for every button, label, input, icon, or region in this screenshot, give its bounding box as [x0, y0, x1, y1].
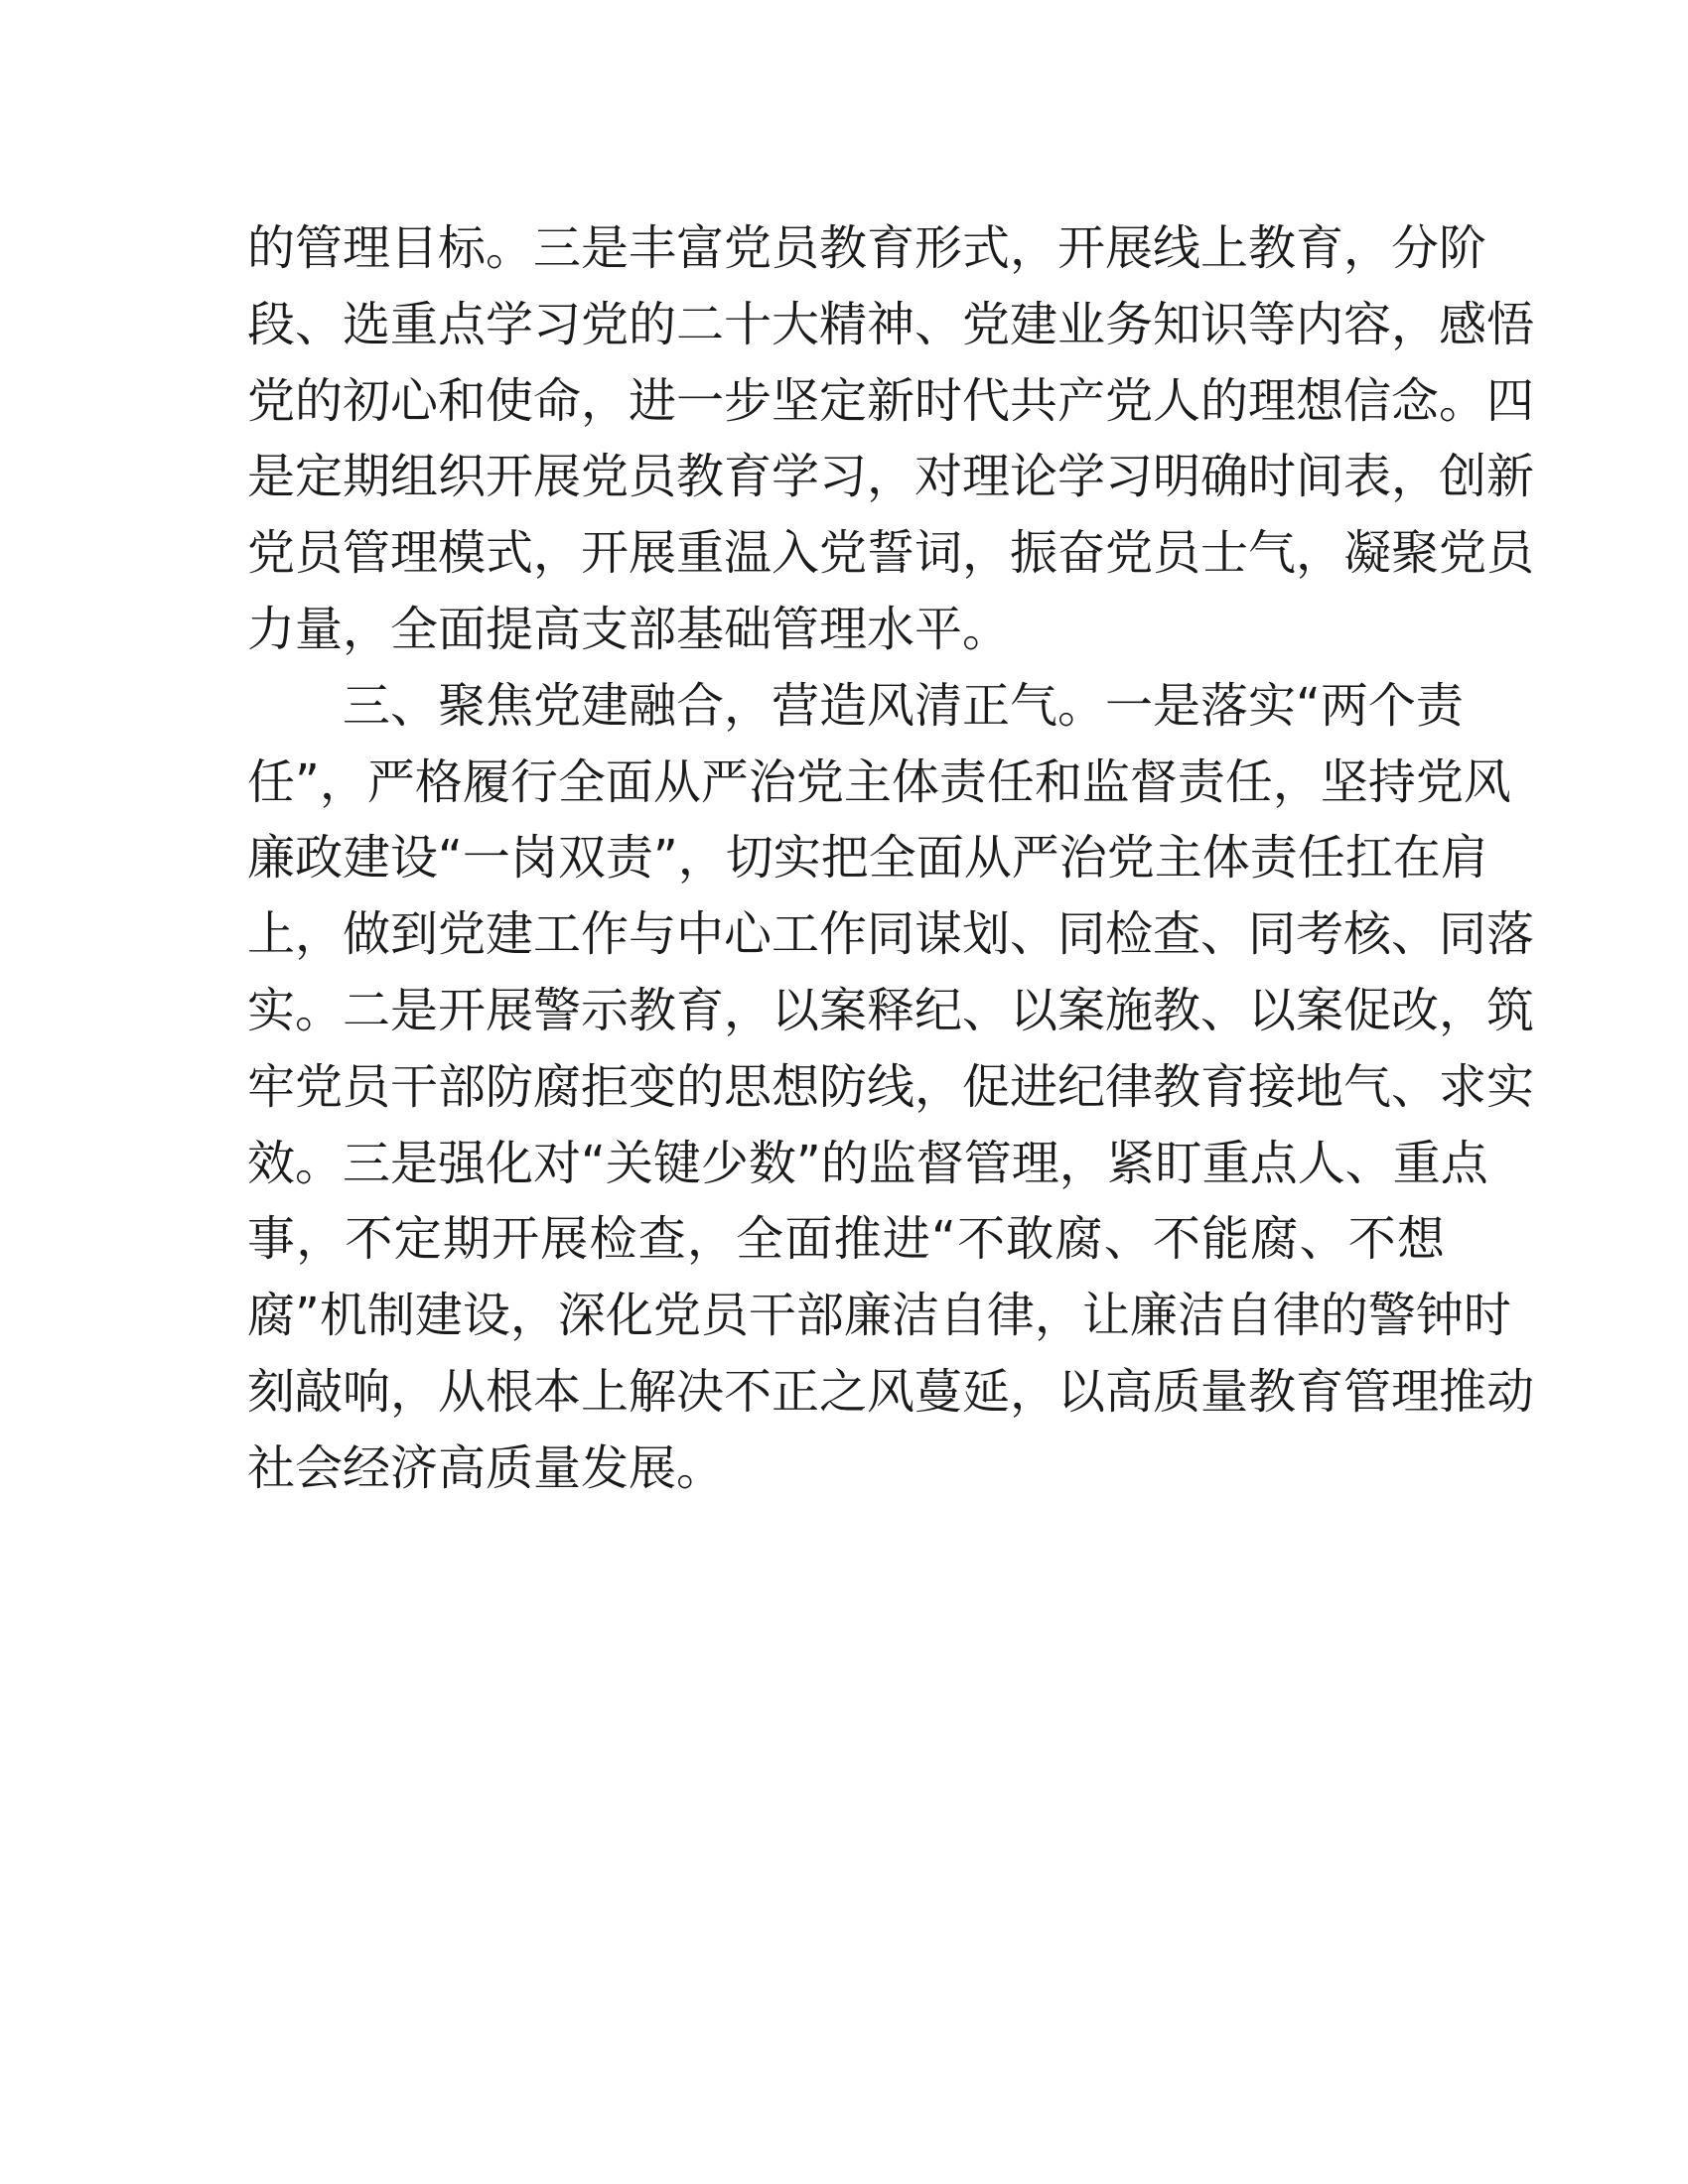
text-line: 的管理目标。三是丰富党员教育形式，开展线上教育，分阶 — [247, 220, 1487, 276]
text-line: 牢党员干部防腐拒变的思想防线，促进纪律教育接地气、求实 — [247, 1058, 1535, 1115]
text-line: 是定期组织开展党员教育学习，对理论学习明确时间表，创新 — [247, 449, 1535, 505]
text-line: 任”，严格履行全面从严治党主体责任和监督责任，坚持党风 — [247, 753, 1511, 810]
text-line: 事，不定期开展检查，全面推进“不敢腐、不能腐、不想 — [247, 1211, 1445, 1268]
text-line: 党的初心和使命，进一步坚定新时代共产党人的理想信念。四 — [247, 372, 1535, 429]
text-line: 党员管理模式，开展重温入党誓词，振奋党员士气，凝聚党员 — [247, 525, 1535, 582]
text-line: 廉政建设“一岗双责”，切实把全面从严治党主体责任扛在肩 — [247, 830, 1488, 887]
text-line: 实。二是开展警示教育，以案释纪、以案施教、以案促改，筑 — [247, 982, 1535, 1038]
paragraph-2 — [247, 668, 1535, 1507]
text-line: 刻敲响，从根本上解决不正之风蔓延，以高质量教育管理推动 — [247, 1363, 1535, 1420]
text-line: 社会经济高质量发展。 — [247, 1439, 725, 1496]
text-line: 三、聚焦党建融合，营造风清正气。一是落实“两个责 — [343, 677, 1464, 734]
text-line: 腐”机制建设，深化党员干部廉洁自律，让廉洁自律的警钟时 — [247, 1288, 1511, 1344]
text-line: 效。三是强化对“关键少数”的监督管理，紧盯重点人、重点 — [247, 1135, 1488, 1191]
text-line: 力量，全面提高支部基础管理水平。 — [247, 601, 1011, 657]
body-text — [247, 210, 1535, 1507]
text-line: 上，做到党建工作与中心工作同谋划、同检查、同考核、同落 — [247, 906, 1535, 963]
text-line: 段、选重点学习党的二十大精神、党建业务知识等内容，感悟 — [247, 296, 1535, 352]
paragraph-1 — [247, 210, 1535, 668]
